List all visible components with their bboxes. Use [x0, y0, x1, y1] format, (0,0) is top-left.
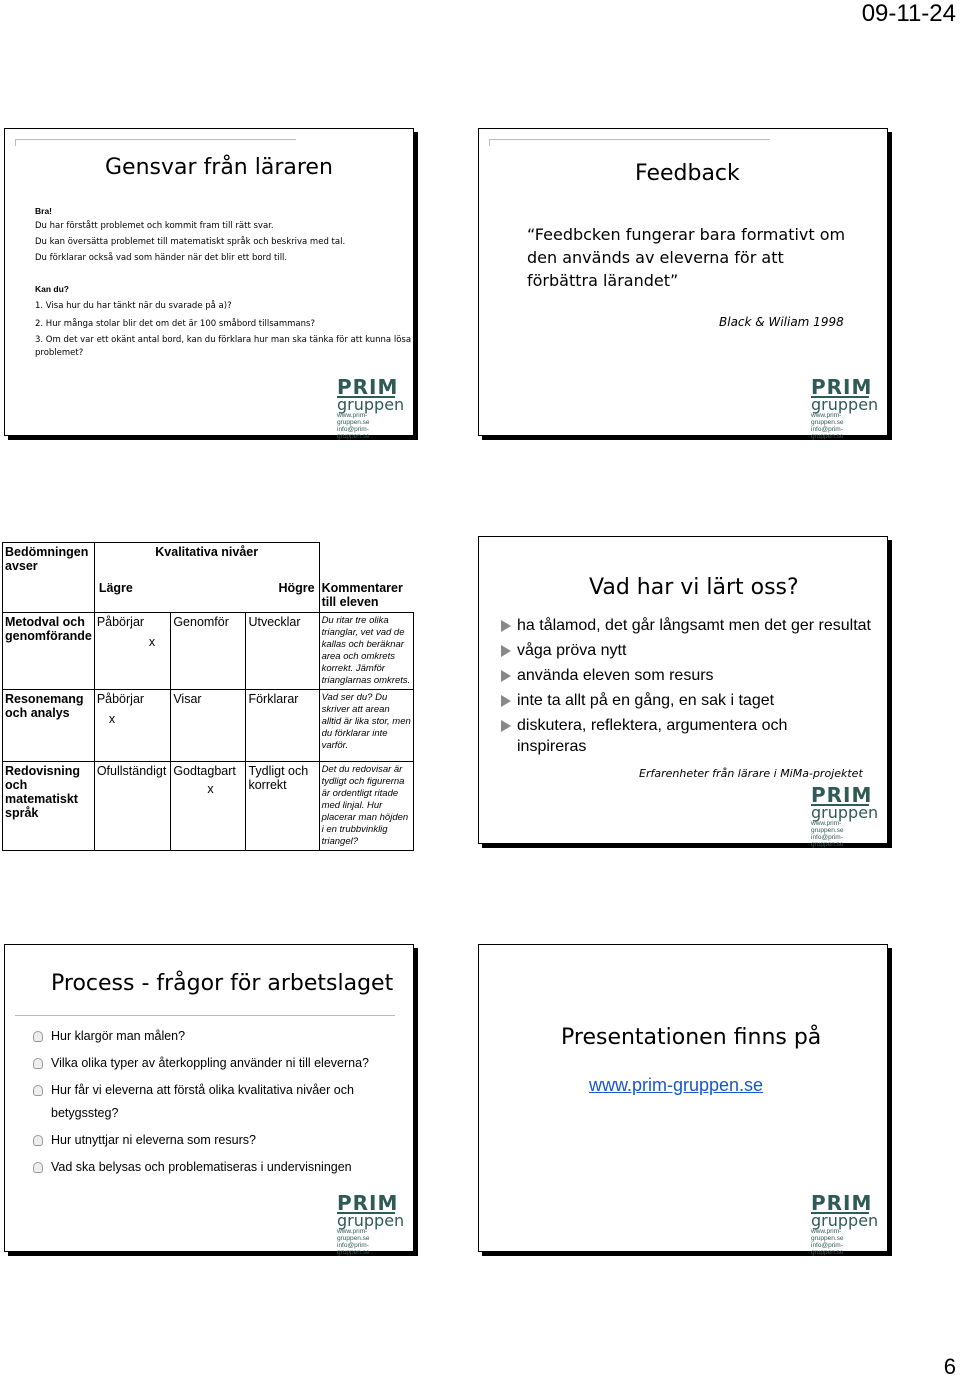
title-divider — [15, 1015, 395, 1016]
assessment-table — [2, 542, 414, 851]
list-item: Vilka olika typer av återkoppling använder ni till eleverna? — [33, 1052, 403, 1075]
lower-label: Lägre — [98, 581, 133, 595]
bullet-icon — [501, 645, 511, 657]
assessment-table-slide — [2, 542, 416, 848]
slide-title: Process - frågor för arbetslaget — [51, 971, 394, 996]
comment-cell: Du ritar tre olika trianglar, vet vad de kallas och beräknar area och omkrets korrekt. Jämför trianglarnas omkrets. — [319, 613, 413, 690]
praise-heading: Bra! — [35, 206, 53, 216]
prim-logo: PRIM gruppen www.prim-gruppen.se info@prim-gruppen.se — [811, 1191, 879, 1256]
feedback-line: Du förklarar också vad som händer när det blir ett bord till. — [35, 253, 288, 263]
question-line: 2. Hur många stolar blir det om det är 100 småbord tillsammans? — [35, 319, 315, 329]
lightbulb-icon — [33, 1135, 43, 1146]
higher-label: Högre — [278, 581, 315, 595]
question-line: problemet? — [35, 348, 84, 358]
slide-gensvar — [4, 128, 414, 440]
slide-process — [4, 944, 414, 1256]
list-item: diskutera, reflektera, argumentera och inspireras — [501, 715, 847, 757]
feedback-line: Du har förstått problemet och kommit fram till rätt svar. — [35, 221, 274, 231]
quote-line: den används av eleverna för att — [527, 248, 784, 267]
bullet-icon — [501, 720, 511, 732]
prim-logo: PRIM gruppen www.prim-gruppen.se info@prim-gruppen.se — [337, 1191, 405, 1256]
table-row: Metodval och genomförande Påbörjar x Genomför Utvecklar Du ritar tre olika trianglar, vet vad de kallas och beräknar area och omkrets korrekt. Jämför trianglarnas omkrets. — [3, 613, 414, 690]
list-item: Hur klargör man målen? — [33, 1025, 403, 1048]
list-item: inte ta allt på en gång, en sak i taget — [501, 690, 871, 711]
question-line: 1. Visa hur du har tänkt när du svarade på a)? — [35, 301, 232, 311]
table-row: Redovisning och matematiskt språk Ofullständigt Godtagbart x Tydligt och korrekt Det du redovisar är tydligt och figurerna är ordentligt ritade med linjal. Hur placerar man höjden i en trubbvinklig triangel? — [3, 762, 414, 851]
date-header: 09-11-24 — [861, 0, 956, 27]
quote-line: förbättra lärandet” — [527, 271, 679, 290]
slide-lessons — [478, 536, 888, 848]
citation: Black & Wiliam 1998 — [719, 315, 844, 329]
lessons-list — [501, 615, 871, 757]
table-header: Bedömningen avser — [3, 543, 95, 613]
list-item: våga pröva nytt — [501, 640, 871, 661]
question-heading: Kan du? — [35, 284, 69, 294]
slide-frame-line — [489, 139, 770, 146]
slide-feedback — [478, 128, 888, 440]
qual-header-cell — [94, 543, 319, 613]
lightbulb-icon — [33, 1058, 43, 1069]
list-item: Hur utnyttjar ni eleverna som resurs? — [33, 1129, 403, 1152]
list-item: använda eleven som resurs — [501, 665, 871, 686]
slide-title: Gensvar från läraren — [105, 155, 333, 180]
list-item: Vad ska belysas och problematiseras i undervisningen — [33, 1156, 403, 1179]
website-link[interactable]: www.prim-gruppen.se — [589, 1075, 764, 1095]
comment-cell: Vad ser du? Du skriver att arean alltid är lika stor, men du förklarar inte varför. — [319, 690, 413, 762]
slide-presentation — [478, 944, 888, 1256]
qual-header: Kvalitativa nivåer — [155, 545, 259, 559]
slide-title: Feedback — [635, 161, 740, 186]
comment-cell: Det du redovisar är tydligt och figurerna är ordentligt ritade med linjal. Hur placerar man höjden i en trubbvinklig triangel? — [319, 762, 413, 851]
bullet-icon — [501, 670, 511, 682]
bullet-icon — [501, 695, 511, 707]
process-list — [33, 1025, 403, 1179]
lightbulb-icon — [33, 1162, 43, 1173]
lightbulb-icon — [33, 1031, 43, 1042]
table-row: Resonemang och analys Påbörjar x Visar Förklarar Vad ser du? Du skriver att arean alltid är lika stor, men du förklarar inte varför. — [3, 690, 414, 762]
prim-logo: PRIM gruppen www.prim-gruppen.se info@prim-gruppen.se — [811, 783, 879, 848]
source-note: Erfarenheter från lärare i MiMa-projektet — [639, 767, 863, 780]
prim-logo: PRIM gruppen www.prim-gruppen.se info@prim-gruppen.se — [811, 375, 879, 440]
comment-header: Kommentarer till eleven — [319, 543, 413, 613]
page-number: 6 — [943, 1354, 956, 1379]
lightbulb-icon — [33, 1085, 43, 1096]
list-item: Hur får vi eleverna att förstå olika kvalitativa nivåer och betygssteg? — [33, 1079, 381, 1125]
bullet-icon — [501, 620, 511, 632]
slide-frame-line — [15, 139, 296, 146]
prim-logo: PRIM gruppen www.prim-gruppen.se info@prim-gruppen.se — [337, 375, 405, 440]
quote-line: “Feedbcken fungerar bara formativt om — [527, 225, 846, 244]
slide-title: Presentationen finns på — [561, 1025, 822, 1050]
question-line: 3. Om det var ett okänt antal bord, kan du förklara hur man ska tänka för att kunna lösa — [35, 335, 412, 345]
slide-title: Vad har vi lärt oss? — [589, 575, 799, 600]
feedback-line: Du kan översätta problemet till matematiskt språk och beskriva med tal. — [35, 237, 346, 247]
list-item: ha tålamod, det går långsamt men det ger resultat — [501, 615, 871, 636]
